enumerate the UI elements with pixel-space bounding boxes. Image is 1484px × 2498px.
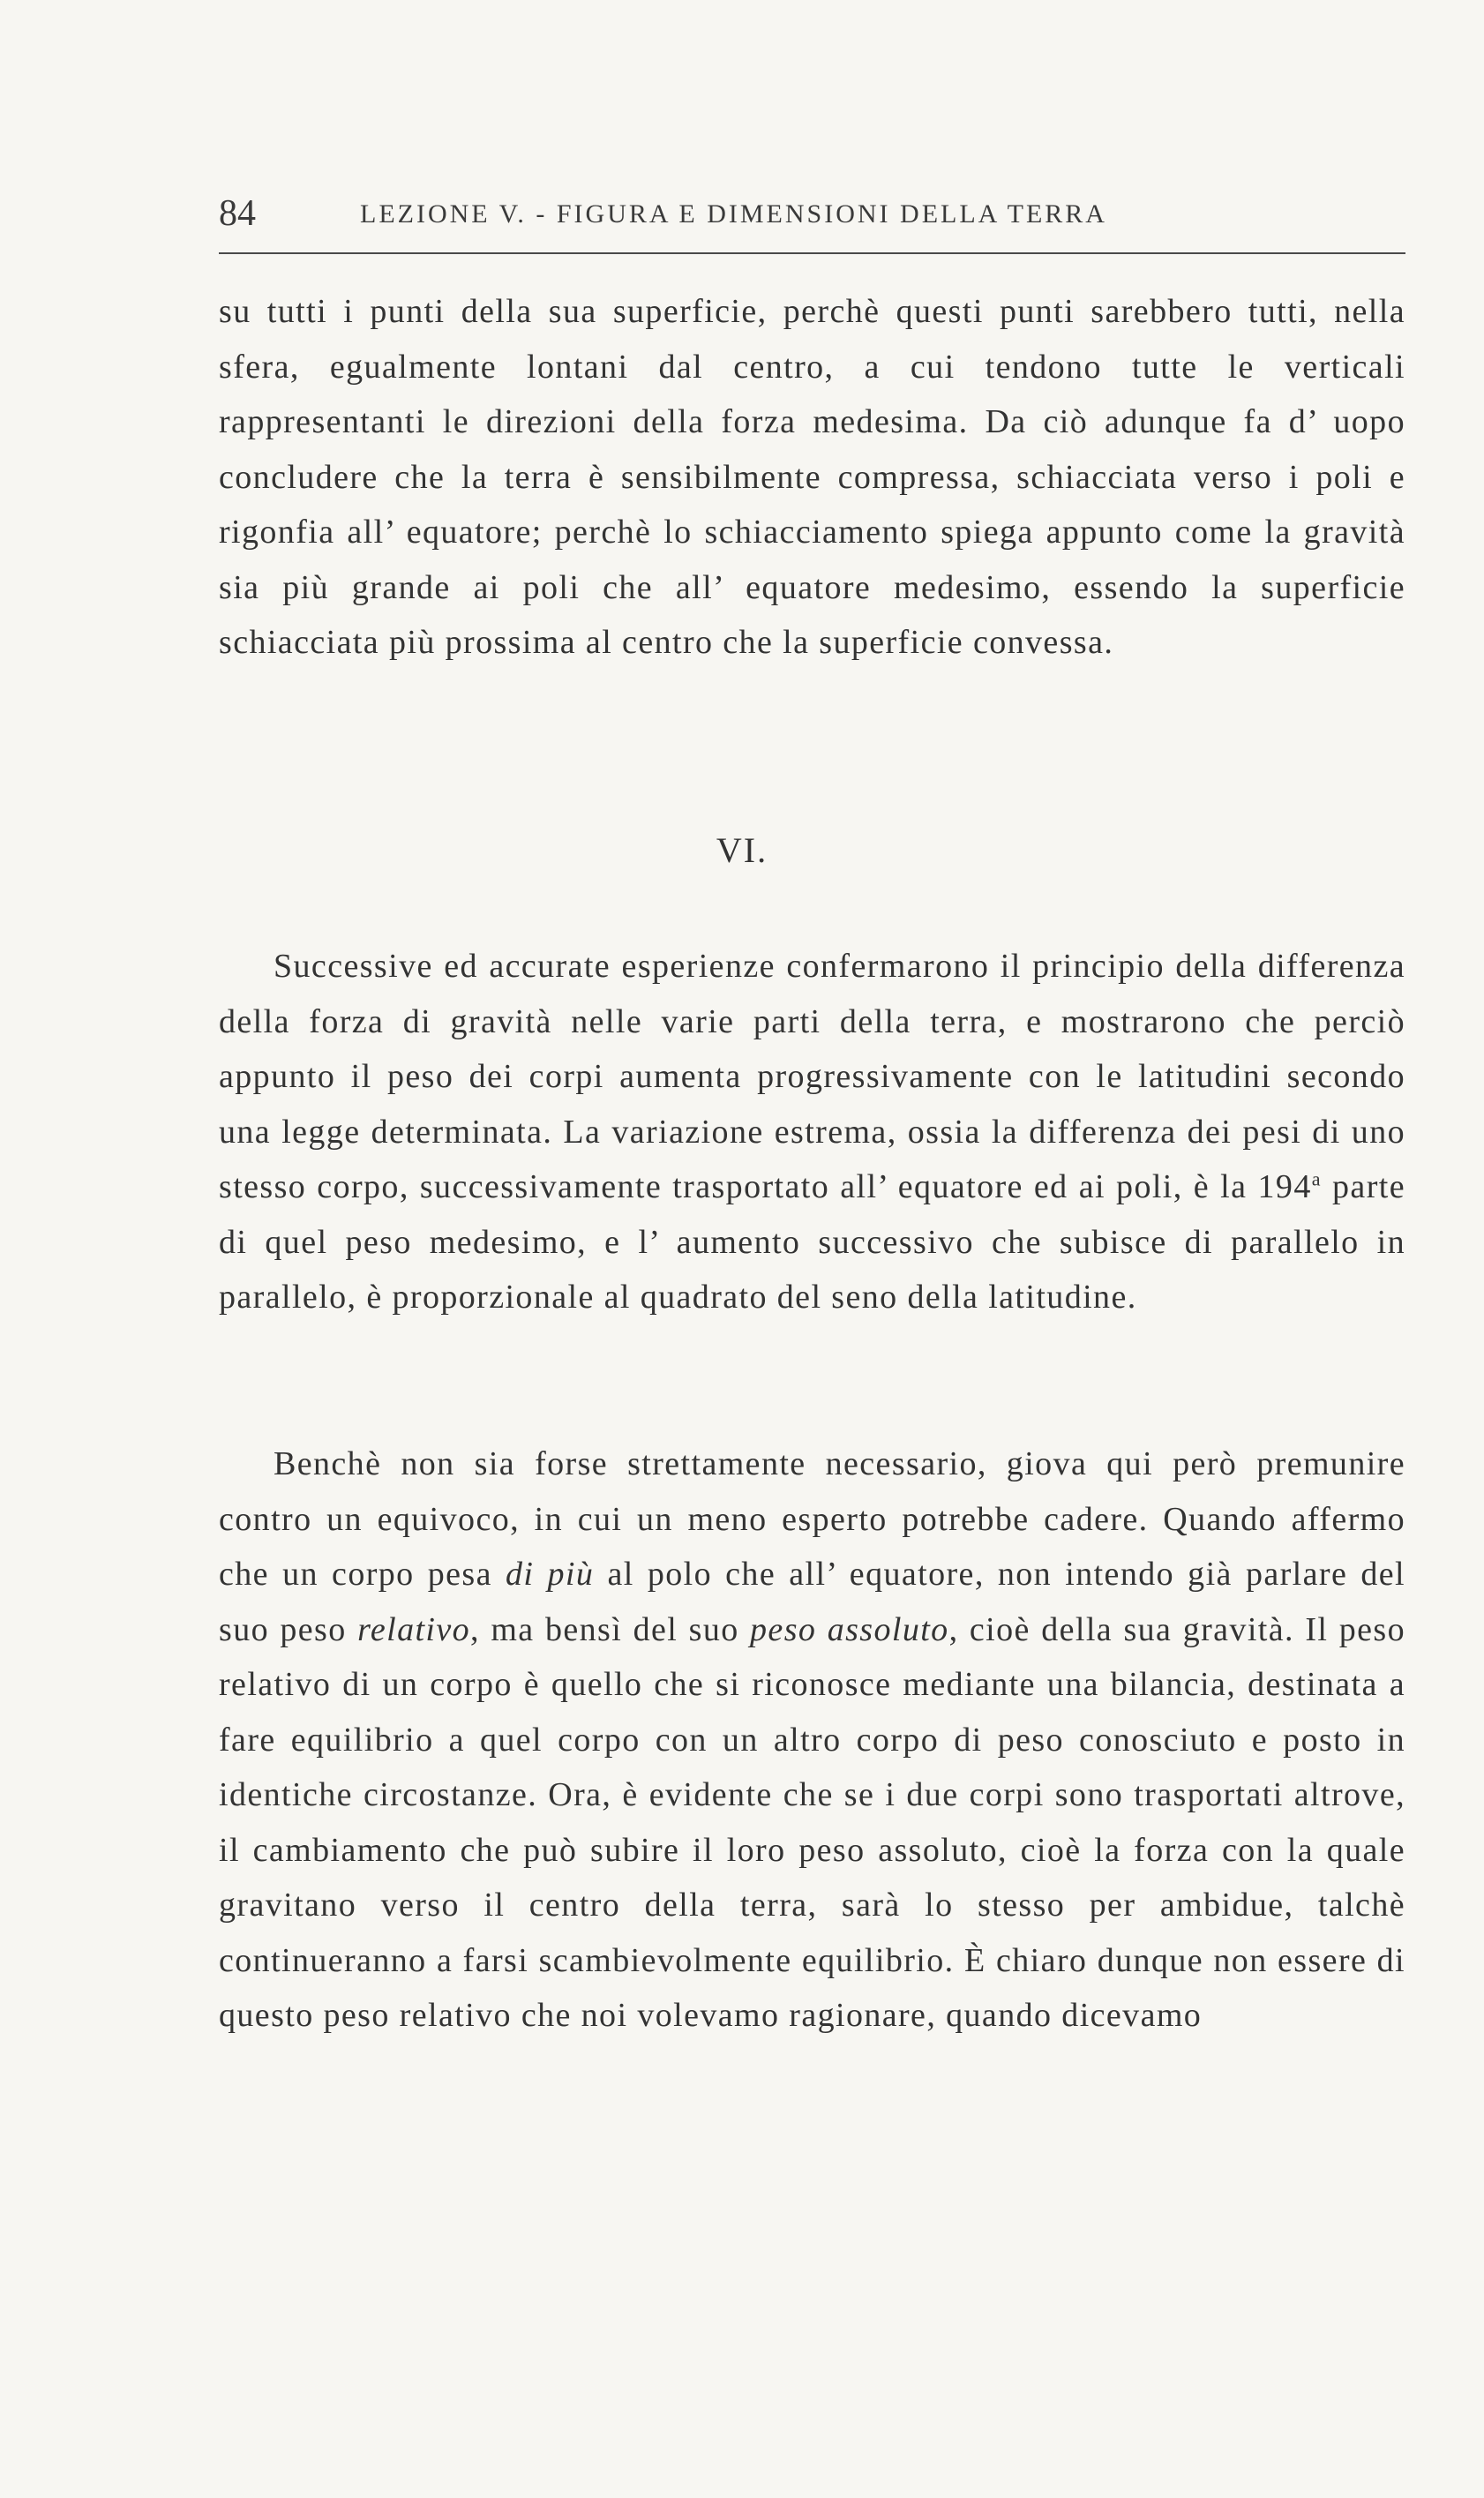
page-header [219, 185, 1405, 238]
header-rule [219, 252, 1405, 254]
text-segment: al polo che all’ equatore, non intendo già parlare del suo peso [219, 1556, 1406, 1648]
page-number: 84 [219, 193, 256, 234]
paragraph-continuation [219, 284, 1405, 671]
text-segment: , ma bensì del suo [470, 1610, 751, 1648]
text-segment: Successive ed accurate esperienze confermarono il principio della differenza della forza di gravità nelle varie parti della terra, e mostrarono che perciò appunto il peso dei corpi aumenta progressivamente con le latitudini secondo una legge determinata. La variazione estrema, ossia la differenza dei pesi di uno stesso corpo, successivamente trasportato all’ equatore ed ai poli, è la [219, 948, 1405, 1205]
paragraph-section-vi [219, 939, 1405, 1325]
ordinal-suffix: a [1311, 1167, 1322, 1190]
running-title: LEZIONE V. - FIGURA E DIMENSIONI DELLA TERRA [360, 199, 1107, 229]
italic-relativo: relativo [357, 1610, 471, 1648]
paragraph-text [219, 939, 1405, 1325]
text-segment: Benchè non sia forse strettamente necessario, giova qui però premunire contro un equivoco, in cui un meno esperto potrebbe cadere. Quando affermo che un corpo pesa [219, 1445, 1405, 1593]
section-number: VI. [716, 830, 768, 870]
text-segment: parte di quel peso medesimo, e l’ aumento successivo che subisce di parallelo in parallelo, è proporzionale al quadrato del seno della latitudine. [219, 1168, 1405, 1316]
fraction-number: 194 [1257, 1168, 1312, 1205]
italic-peso-assoluto: peso assoluto [750, 1610, 949, 1648]
paragraph-equivoco [219, 1437, 1405, 2044]
text-segment: , cioè della sua gravità. Il peso relativo di un corpo è quello che si riconosce mediante una bilancia, destinata a fare equilibrio a quel corpo con un altro corpo di peso conosciuto e posto in identiche circostanze. Ora, è evidente che se i due corpi sono trasportati altrove, il cambiamento che può subire il loro peso assoluto, cioè la forza con la quale gravitano verso il centro della terra, sarà lo stesso per ambidue, talchè continueranno a farsi scambievolmente equilibrio. È chiaro dunque non essere di questo peso relativo che noi volevamo ragionare, quando dicevamo [219, 1610, 1405, 2034]
paragraph-text [219, 1437, 1405, 2044]
paragraph-text: su tutti i punti della sua superficie, perchè questi punti sarebbero tutti, nella sfera, egualmente lontani dal centro, a cui tendono tutte le verticali rappresentanti le direzioni della forza medesima. Da ciò adunque fa d’ uopo concludere che la terra è sensibilmente compressa, schiacciata verso i poli e rigonfia all’ equatore; perchè lo schiacciamento spiega appunto come la gravità sia più grande ai poli che all’ equatore medesimo, essendo la superficie schiacciata più prossima al centro che la superficie convessa. [219, 293, 1405, 661]
italic-di-piu: di più [506, 1556, 595, 1593]
